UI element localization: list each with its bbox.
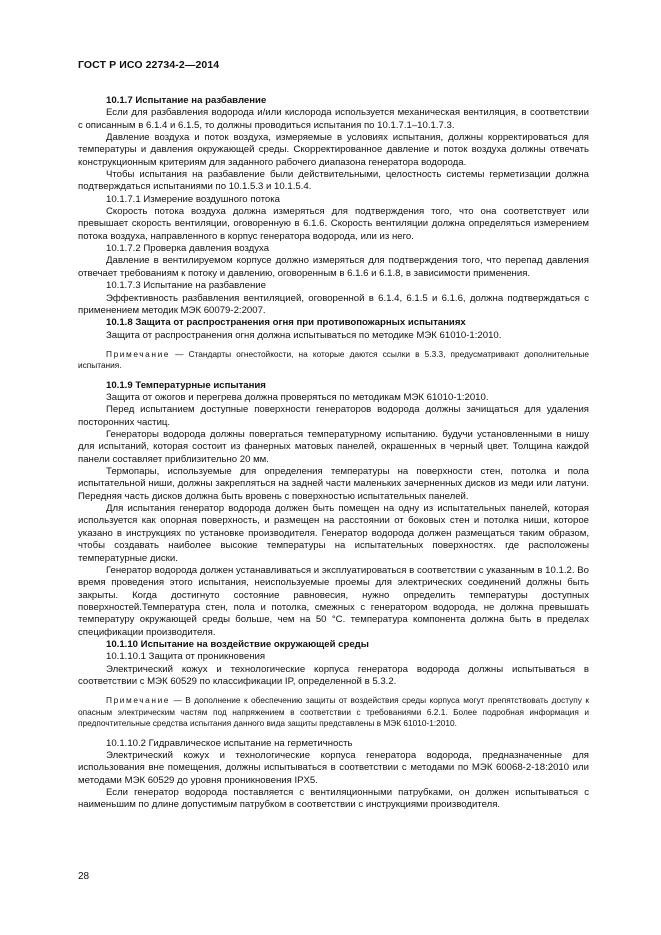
subsection-heading: 10.1.7.2 Проверка давления воздуха <box>106 243 270 255</box>
note-block <box>78 695 589 729</box>
subsection-heading: 10.1.7.1 Измерение воздушного потока <box>106 193 280 205</box>
paragraph: Скорость потока воздуха должна измеряться для подтверждения того, что она соответствует или превышает скорость вентиляции, оговоренную в 6.1.6. Скорость вентиляции должна определяться измерением потока воздуха, направленного в корпус генератора водорода, или из него. <box>78 206 589 242</box>
paragraph: Эффективность разбавления вентиляцией, оговоренной в 6.1.4, 6.1.5 и 6.1.6, должна подтверждаться с применением методик МЭК 60079-2:2007. <box>78 292 589 316</box>
paragraph: Если генератор водорода поставляется с вентиляционными патрубками, он должен испытываться с наименьшим по длине допустимым патрубком в соответствии с инструкциями производителя. <box>78 786 589 811</box>
section-heading-10-1-10: 10.1.10 Испытание на воздействие окружающей среды <box>106 638 369 650</box>
paragraph: Генераторы водорода должны повергаться температурному испытанию. будучи установленными в нишу для испытаний, которая состоит из фанерных матовых панелей, окрашенных в черный цвет. Толщина каждой панели составляет приблизительно 20 мм. <box>78 429 589 465</box>
paragraph: Электрический кожух и технологические корпуса генератора водорода, предназначенные для использования вне помещения, должны испытываться в соответствии с методами по МЭК 60068-2-18:2010 или методами МЭК 60529 до уровня проникновения IPX5. <box>78 749 589 786</box>
section-heading-10-1-7: 10.1.7 Испытание на разбавление <box>106 95 267 106</box>
paragraph: Перед испытанием доступные поверхности генераторов водорода должны зачищаться для удаления посторонних частиц. <box>78 404 589 428</box>
paragraph: Защита от ожогов и перегрева должна проверяться по методикам МЭК 61010-1:2010. <box>106 392 489 404</box>
paragraph: Защита от распространения огня должна испытываться по методике МЭК 61010-1:2010. <box>106 329 502 341</box>
note-text: — Стандарты огнестойкости, на которые даются ссылки в 5.3.3, предусматривают дополнительные испытания. <box>78 348 589 371</box>
paragraph: Электрический кожух и технологические корпуса генератора водорода должны испытываться в соответствии с МЭК 60529 по классификации IP, определенной в 5.3.2. <box>78 663 589 687</box>
paragraph: Если для разбавления водорода и/или кислорода используется механическая вентиляция, в соответствии с описанным в 6.1.4 и 6.1.5, то должны проводиться испытания по 10.1.7.1–10.1.7.3. <box>78 107 589 131</box>
subsection-heading: 10.1.10.1 Защита от проникновения <box>106 651 266 663</box>
section-heading-10-1-9: 10.1.9 Температурные испытания <box>106 379 266 391</box>
section-heading-10-1-8: 10.1.8 Защита от распространения огня при противопожарных испытаниях <box>106 317 466 329</box>
paragraph: Для испытания генератор водорода должен быть помещен на одну из испытательных панелей, которая используется как опорная поверхность, и размещен на расстоянии от боковых стен и потолка ниши, которое указано в инструкциях по установке производителя. Генератор водорода должен размещаться таким образом, чтобы создавать наиболее высокие температуры на испытательных поверхностях. где расположены температурные диски. <box>78 503 589 564</box>
note-block <box>78 349 589 372</box>
subsection-heading: 10.1.7.3 Испытание на разбавление <box>106 280 266 292</box>
note-label: Примечание <box>106 695 171 706</box>
paragraph: Генератор водорода должен устанавливаться и эксплуатироваться в соответствии с указанным в 10.1.2. Во время проведения этого испытания, неиспользуемые проемы для электрических соединений должны быть закрыты. Когда достигнуто состояние равновесия, нужно определить температуры доступных поверхностей.Температура стен, пола и потолка, смежных с генератором водорода, не должна превышать температуру окружающей среды больше, чем на 50 °С. температура компонента должна быть в пределах спецификации производителя. <box>78 564 589 638</box>
subsection-heading: 10.1.10.2 Гидравлическое испытание на герметичность <box>106 737 353 749</box>
paragraph: Давление воздуха и поток воздуха, измеряемые в условиях испытания, должны корректироваться для температуры и давления окружающей среды. Скорректированное давление и поток воздуха должны отвечать конструкционным критериям для заданного рабочего диапазона генератора водорода. <box>78 132 589 168</box>
note-text: — В дополнение к обеспечению защиты от воздействия среды корпуса могут препятствовать доступу к опасным электрическим частям под напряжением в соответствии с требованиями 6.2.1. Более подробная информация и предпочтительные средства испытания данного вида защиты представлены в МЭК 61010-1:2010. <box>78 695 589 729</box>
paragraph: Чтобы испытания на разбавление были действительными, целостность системы герметизации должна подтверждаться испытаниями по 10.1.5.3 и 10.1.5.4. <box>78 169 589 193</box>
paragraph: Термопары, используемые для определения температуры на поверхности стен, потолка и пола испытательной ниши, должны закрепляться на задней части маленьких зачерненных дисков из меди или латуни. Передняя часть дисков должна быть вровень с поверхностью испытательных панелей. <box>78 466 589 502</box>
paragraph: Давление в вентилируемом корпусе должно измеряться для подтверждения того, что перепад давления отвечает требованиям к потоку и давлению, оговоренным в 6.1.6 и 6.1.8, в зависимости применения. <box>78 255 589 279</box>
page-number: 28 <box>78 871 90 882</box>
note-label: Примечание <box>106 348 171 359</box>
document-header: ГОСТ Р ИСО 22734-2—2014 <box>78 59 220 71</box>
document-body <box>78 95 589 812</box>
